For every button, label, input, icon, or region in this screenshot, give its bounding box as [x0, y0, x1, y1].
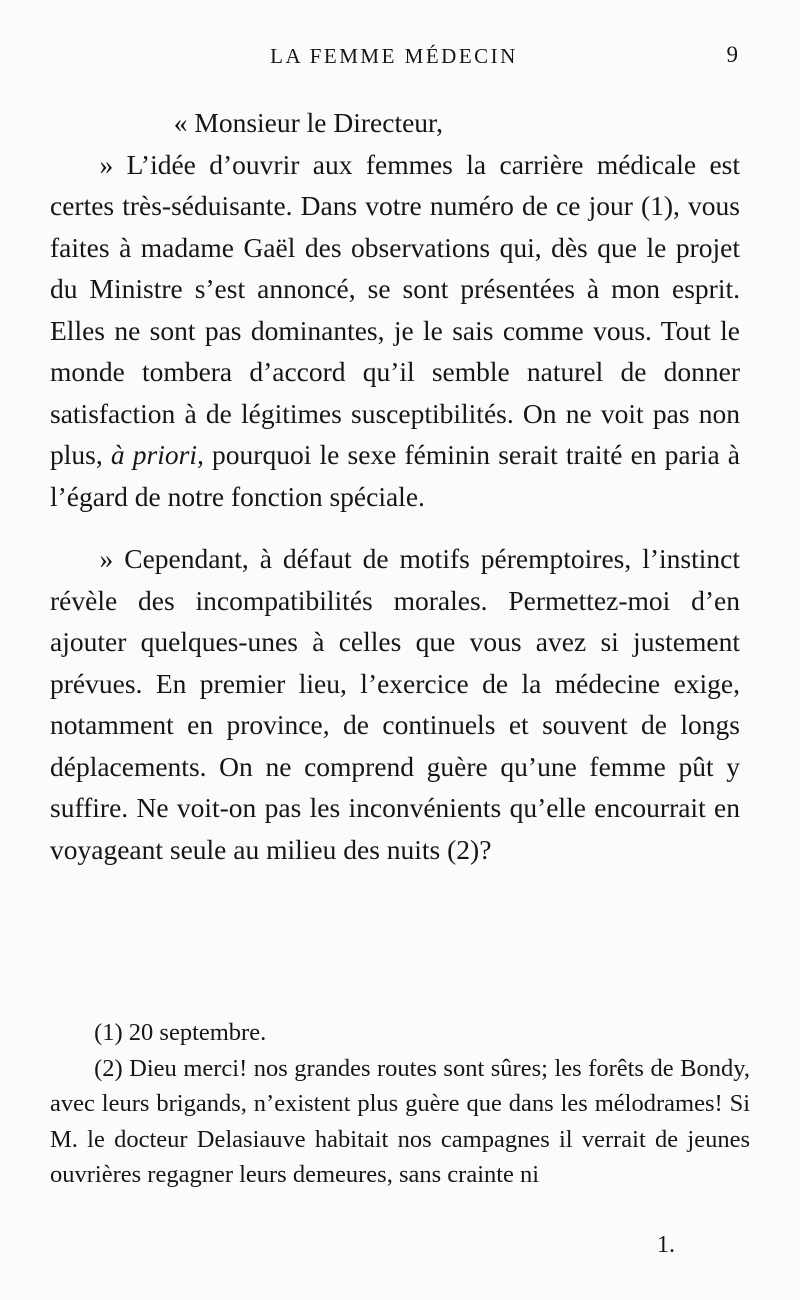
footnotes — [50, 1015, 750, 1193]
salutation: « Monsieur le Directeur, — [173, 107, 443, 138]
footnote-1: (1) 20 septembre. — [94, 1019, 267, 1046]
paragraph-2: » Cependant, à défaut de motifs péremptoires, l’instinct révèle des incompatibilités morales. Permettez-moi d’en ajouter quelques-unes à celles que vous avez si justement prévues. En premier lieu, l’exercice de la médecine exige, notamment en province, de continuels et souvent de longs déplacements. On ne comprend guère qu’une femme pût y suffire. Ne voit-on pas les inconvénients qu’elle encourrait en voyageant seule au milieu des nuits (2)? — [50, 543, 740, 865]
letter-body — [50, 102, 740, 870]
paragraph-1 — [50, 144, 740, 518]
page-header — [50, 38, 738, 78]
footnote-2: (2) Dieu merci! nos grandes routes sont sûres; les forêts de Bondy, avec leurs brigands, n’existent plus guère que dans les mélodrames! Si M. le docteur Delasiauve habitait nos campagnes il verrait de jeunes ouvrières regagner leurs demeures, sans crainte ni — [50, 1054, 750, 1188]
paragraph-1-end: pourquoi le sexe féminin serait traité en paria à l’égard de notre fonction spéciale. — [50, 439, 741, 512]
signature-mark: 1. — [657, 1232, 675, 1258]
page-number: 9 — [726, 42, 738, 67]
paragraph-1-text: » L’idée d’ouvrir aux femmes la carrière médicale est certes très-séduisante. Dans votre numéro de ce jour (1), vous faites à madame Gaël des observations qui, dès que le projet du Ministre s’est annoncé, se sont présentées à mon esprit. Elles ne sont pas dominantes, je le sais comme vous. Tout le monde tombera d’accord qu’il semble naturel de donner satisfaction à de légitimes susceptibilités. On ne voit pas non plus, — [50, 148, 740, 470]
running-title: LA FEMME MÉDECIN — [270, 44, 518, 68]
paragraph-1-italic: à priori, — [110, 439, 204, 470]
